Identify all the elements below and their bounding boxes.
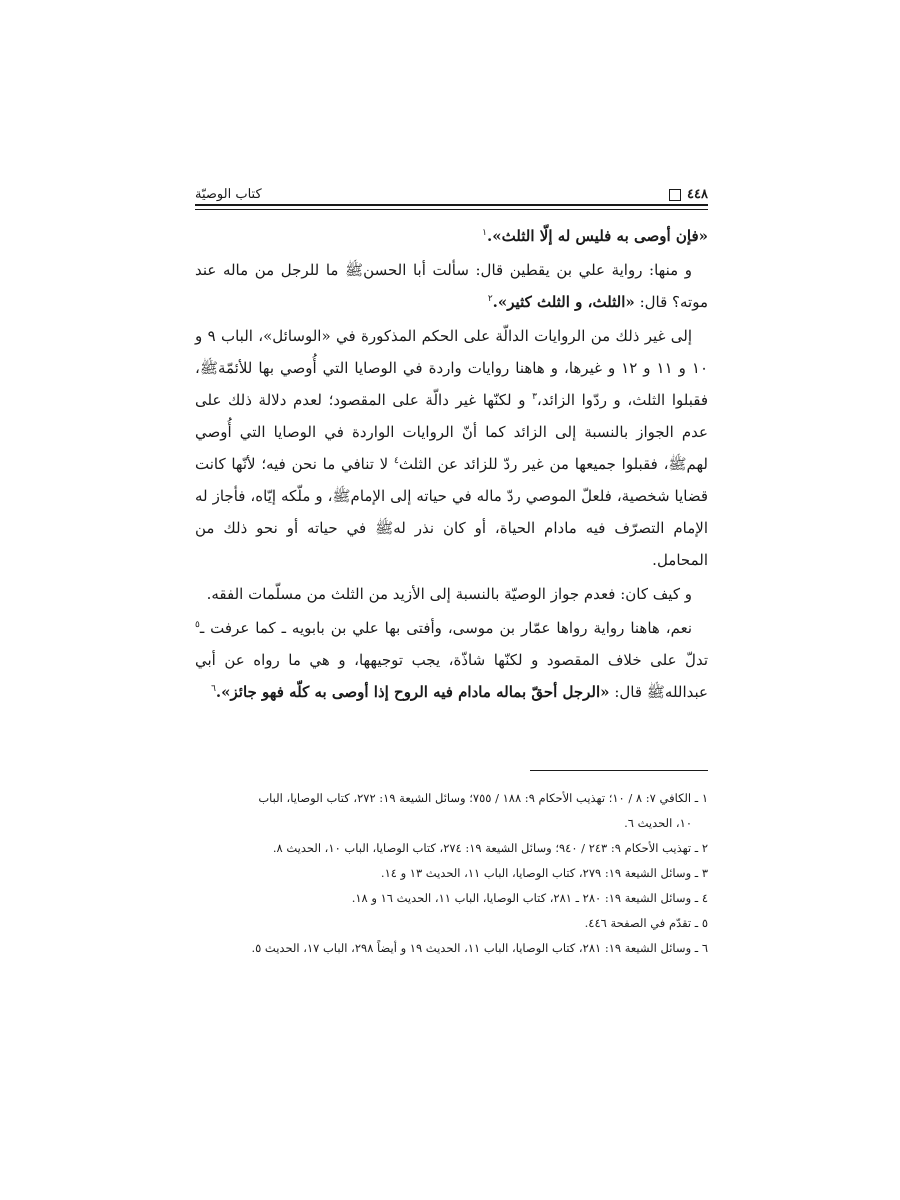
footnote-separator xyxy=(530,770,708,771)
paragraph-text: لا تنافي ما نحن فيه؛ لأنّها كانت قضايا شخصية، فلعلّ الموصي ردّ ماله في حياته إلى الإمامﷺ، و ملّكه إيّاه، فأجاز له الإمام التصرّف فيه مادام الحياة، أو كان نذر لهﷺ في حياته أو نحو ذلك من المحامل. xyxy=(195,455,708,569)
quote-text: «فإن أوصى به فليس له إلّا الثلث». xyxy=(486,227,708,245)
paragraph-text: نعم، هاهنا رواية رواها عمّار بن موسى، وأفتى بها علي بن بابويه ـ كما عرفت ـ xyxy=(199,619,692,637)
paragraph-2 xyxy=(195,254,708,318)
paragraph-text: و لكنّها غير دالّة على المقصود؛ لعدم دلالة ذلك على عدم الجواز بالنسبة إلى الزائد كما أنّ الروايات الواردة في الوصايا التي أُوصي لهمﷺ، فقبلوا جميعها من غير ردّ للزائد عن الثلث xyxy=(195,391,709,473)
footnote-3: ٣ ـ وسائل الشيعة ١٩: ٢٧٩، كتاب الوصايا، الباب ١١، الحديث ١٣ و ١٤. xyxy=(380,866,708,880)
footnote-2: ٢ ـ تهذيب الأحكام ٩: ٢٤٣ / ٩٤٠؛ وسائل الشيعة ١٩: ٢٧٤، كتاب الوصايا، الباب ١٠، الحديث ٨. xyxy=(272,841,708,855)
footnote-4: ٤ ـ وسائل الشيعة ١٩: ٢٨٠ ـ ٢٨١، كتاب الوصايا، الباب ١١، الحديث ١٦ و ١٨. xyxy=(351,891,708,905)
header-rule-thick xyxy=(195,204,708,206)
main-text xyxy=(195,220,708,708)
paragraph-5 xyxy=(195,612,708,708)
book-title: كتاب الوصيّة xyxy=(195,187,262,202)
book-page xyxy=(195,170,708,1020)
paragraph-4 xyxy=(195,578,708,610)
footnote-5: ٥ ـ تقدّم في الصفحة ٤٤٦. xyxy=(584,916,708,930)
footnote-ref: ٤ xyxy=(393,456,399,466)
paragraph-text: و كيف كان: فعدم جواز الوصيّة بالنسبة إلى الأزيد من الثلث من مسلّمات الفقه. xyxy=(206,585,692,603)
paragraph-text: تدلّ على خلاف المقصود و لكنّها شاذّة، يجب توجيهها، و هي ما رواه عن أبي عبداللهﷺ قال: xyxy=(195,651,708,701)
footnote-ref: ٥ xyxy=(195,620,200,630)
footnote-ref: ٣ xyxy=(532,392,537,402)
page-number-block xyxy=(669,187,708,202)
footnote-1: ١ ـ الكافي ٧: ٨ / ١٠؛ تهذيب الأحكام ٩: ١٨٨ / ٧٥٥؛ وسائل الشيعة ١٩: ٢٧٢، كتاب الوصايا، الباب xyxy=(258,791,708,805)
footnote-ref: ٦ xyxy=(211,684,216,694)
quote-text: «الثلث، و الثلث كثير». xyxy=(492,293,635,311)
running-header xyxy=(195,170,708,202)
footnote-1-continued: ١٠، الحديث ٦. xyxy=(624,816,692,830)
paragraph-text: و منها: رواية علي بن يقطين قال: سألت أبا الحسنﷺ ما للرجل من ماله عند موته؟ قال: xyxy=(195,261,708,311)
paragraph-text: إلى غير ذلك من الروايات الدالّة على الحكم المذكورة في «الوسائل»، الباب ٩ و ١٠ و ١١ و ١٢ و غيرها، و هاهنا روايات واردة في الوصايا التي أُوصي بها للأئمّةﷺ، فقبلوا الثلث، و ردّوا الزائد، xyxy=(195,327,709,409)
header-rule-thin xyxy=(195,209,708,210)
paragraph-1 xyxy=(195,220,708,252)
paragraph-3 xyxy=(195,320,708,576)
page-number: ٤٤٨ xyxy=(687,187,708,202)
square-box-icon xyxy=(669,189,681,201)
footnotes xyxy=(195,786,708,961)
footnote-6: ٦ ـ وسائل الشيعة ١٩: ٢٨١، كتاب الوصايا، الباب ١١، الحديث ١٩ و أيضاً ٢٩٨، الباب ١٧، الحديث ٥. xyxy=(251,941,708,955)
quote-text: «الرجل أحقّ بماله مادام فيه الروح إذا أوصى به كلّه فهو جائز». xyxy=(215,683,610,701)
footnote-ref: ٢ xyxy=(487,294,493,304)
footnote-ref: ١ xyxy=(482,228,487,238)
